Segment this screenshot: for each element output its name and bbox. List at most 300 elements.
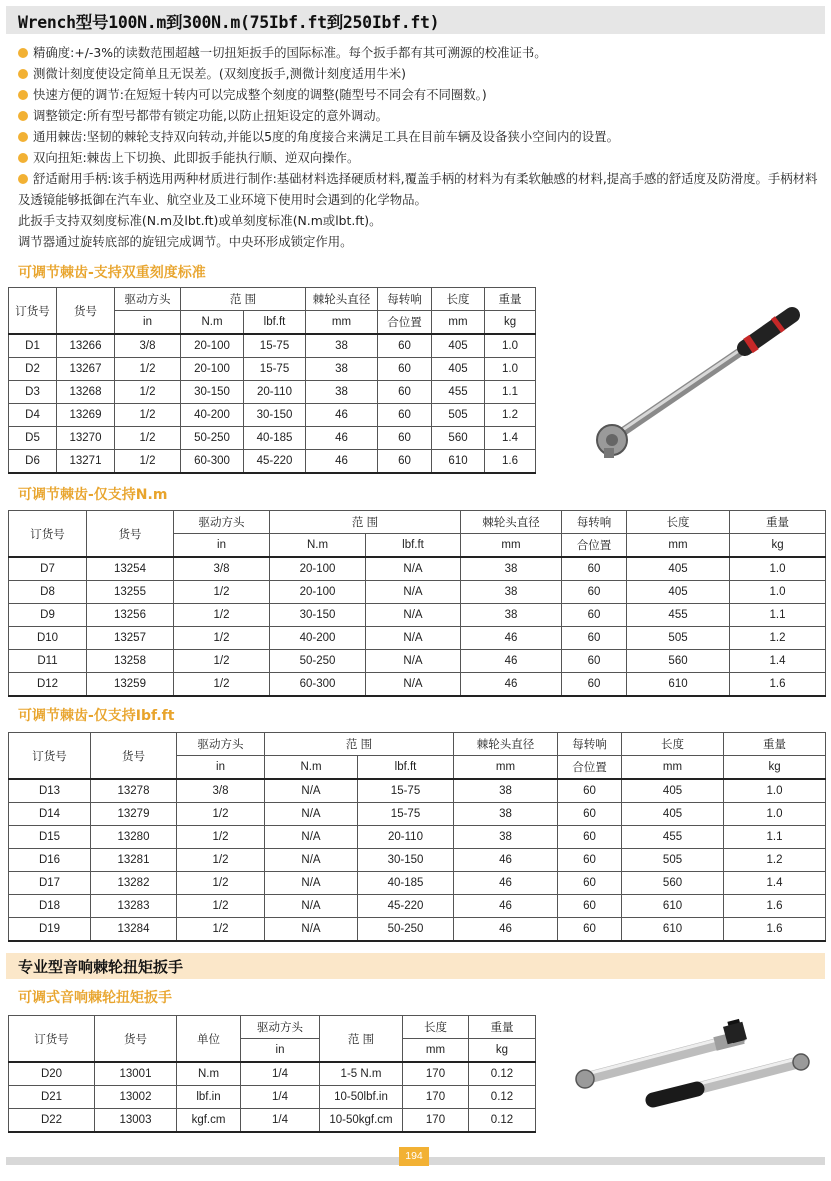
- table-cell: 1.6: [485, 450, 536, 474]
- bullet-dot-icon: [18, 174, 28, 184]
- table-cell: 15-75: [244, 334, 306, 358]
- table-cell: 1/2: [174, 650, 270, 673]
- table-cell: D8: [9, 581, 87, 604]
- table-row: [9, 627, 826, 650]
- table-cell: 45-220: [244, 450, 306, 474]
- table-cell: 1/2: [177, 895, 265, 918]
- sub-header-title: 专业型音响棘轮扭矩扳手: [18, 958, 184, 976]
- table-cell: D6: [9, 450, 57, 474]
- table-cell: 30-150: [270, 604, 366, 627]
- table-cell: 46: [306, 404, 378, 427]
- table-cell: 60-300: [181, 450, 244, 474]
- list-item: 双向扭矩:棘齿上下切换、此即扳手能执行顺、逆双向操作。: [18, 147, 818, 168]
- table-cell: 1.0: [730, 557, 826, 581]
- table-cell: D12: [9, 673, 87, 697]
- unit-cell: N.m: [270, 534, 366, 558]
- unit-cell: N.m: [181, 311, 244, 335]
- table-cell: 60: [558, 779, 622, 803]
- bullet-dot-icon: [18, 69, 28, 79]
- table-cell: 13284: [91, 918, 177, 942]
- table-cell: 13267: [57, 358, 115, 381]
- table-row: [9, 358, 536, 381]
- table-cell: N/A: [265, 872, 358, 895]
- table-cell: 3/8: [115, 334, 181, 358]
- table-cell: 405: [432, 358, 485, 381]
- header-range: 范 围: [270, 511, 461, 534]
- table-cell: 405: [622, 779, 724, 803]
- table-cell: 60: [558, 872, 622, 895]
- table-cell: 40-200: [270, 627, 366, 650]
- table-cell: D4: [9, 404, 57, 427]
- table-cell: 1/2: [115, 381, 181, 404]
- header-length: 长度: [403, 1016, 469, 1039]
- table-cell: 46: [454, 895, 558, 918]
- table-cell: lbf.in: [177, 1086, 241, 1109]
- table-cell: D14: [9, 803, 91, 826]
- table-cell: 20-100: [270, 557, 366, 581]
- table-cell: 46: [461, 650, 562, 673]
- table-row: [9, 872, 826, 895]
- header-head-diameter: 棘轮头直径: [454, 733, 558, 756]
- unit-cell: 合位置: [558, 756, 622, 780]
- header-drive: 驱动方头: [115, 288, 181, 311]
- section-title-nm-only: 可调节棘齿-仅支持N.m: [18, 487, 168, 503]
- table-cell: D7: [9, 557, 87, 581]
- table-cell: 13254: [87, 557, 174, 581]
- table-row: [9, 427, 536, 450]
- unit-cell: 合位置: [562, 534, 627, 558]
- table-cell: 610: [627, 673, 730, 697]
- unit-cell: kg: [730, 534, 826, 558]
- table-cell: 3/8: [174, 557, 270, 581]
- header-weight: 重量: [485, 288, 536, 311]
- unit-cell: lbf.ft: [366, 534, 461, 558]
- table-cell: 30-150: [358, 849, 454, 872]
- header-per-turn: 每转响: [562, 511, 627, 534]
- table-cell: 1/2: [115, 404, 181, 427]
- table-cell: 0.12: [469, 1109, 536, 1133]
- table-cell: 455: [432, 381, 485, 404]
- table-cell: 38: [306, 334, 378, 358]
- table-cell: 1/2: [174, 581, 270, 604]
- table-cell: 60: [562, 673, 627, 697]
- spec-table-dual: [8, 287, 536, 474]
- table-cell: 13002: [95, 1086, 177, 1109]
- table-cell: 560: [622, 872, 724, 895]
- unit-cell: mm: [627, 534, 730, 558]
- table-cell: D3: [9, 381, 57, 404]
- table-row: [9, 849, 826, 872]
- header-drive: 驱动方头: [174, 511, 270, 534]
- unit-cell: kg: [485, 311, 536, 335]
- table-cell: 13255: [87, 581, 174, 604]
- table-row: [9, 404, 536, 427]
- table-cell: 38: [306, 358, 378, 381]
- header-range: 范 围: [265, 733, 454, 756]
- table-cell: 1/2: [177, 849, 265, 872]
- table-cell: D17: [9, 872, 91, 895]
- table-row: [9, 334, 536, 358]
- table-cell: 60: [562, 604, 627, 627]
- header-order-no: 订货号: [9, 1016, 95, 1063]
- table-cell: 20-110: [244, 381, 306, 404]
- table-cell: 20-100: [270, 581, 366, 604]
- table-cell: 13269: [57, 404, 115, 427]
- table-cell: 1.2: [730, 627, 826, 650]
- unit-cell: mm: [403, 1039, 469, 1063]
- table-cell: 13257: [87, 627, 174, 650]
- header-item-no: 货号: [87, 511, 174, 558]
- unit-cell: in: [241, 1039, 320, 1063]
- table-cell: 15-75: [358, 779, 454, 803]
- table-cell: D16: [9, 849, 91, 872]
- table-cell: 40-185: [358, 872, 454, 895]
- table-cell: kgf.cm: [177, 1109, 241, 1133]
- unit-cell: mm: [432, 311, 485, 335]
- table-cell: D10: [9, 627, 87, 650]
- table-cell: 1.6: [724, 918, 826, 942]
- table-cell: 15-75: [244, 358, 306, 381]
- list-item: 通用棘齿:坚韧的棘轮支持双向转动,并能以5度的角度接合来满足工具在目前车辆及设备狭小空间内的设置。: [18, 126, 818, 147]
- table-cell: N/A: [366, 673, 461, 697]
- table-cell: D9: [9, 604, 87, 627]
- table-cell: 1/2: [174, 627, 270, 650]
- table-cell: 405: [432, 334, 485, 358]
- table-cell: 170: [403, 1062, 469, 1086]
- table-cell: 13271: [57, 450, 115, 474]
- table-cell: 1.1: [724, 826, 826, 849]
- table-cell: D21: [9, 1086, 95, 1109]
- table-cell: 13003: [95, 1109, 177, 1133]
- table-cell: 60: [378, 358, 432, 381]
- table-cell: 1.0: [730, 581, 826, 604]
- table-cell: 13279: [91, 803, 177, 826]
- table-cell: 610: [622, 918, 724, 942]
- table-cell: 60: [562, 627, 627, 650]
- unit-cell: in: [174, 534, 270, 558]
- table-cell: 13258: [87, 650, 174, 673]
- table-cell: 60: [558, 849, 622, 872]
- table-cell: N/A: [366, 557, 461, 581]
- table-cell: 610: [622, 895, 724, 918]
- header-length: 长度: [432, 288, 485, 311]
- table-cell: 455: [627, 604, 730, 627]
- table-cell: 1/4: [241, 1086, 320, 1109]
- unit-cell: mm: [622, 756, 724, 780]
- unit-cell: mm: [454, 756, 558, 780]
- header-drive: 驱动方头: [241, 1016, 320, 1039]
- list-item: 舒适耐用手柄:该手柄选用两种材质进行制作:基础材料选择硬质材料,覆盖手柄的材料为有柔软触感的材料,提高手感的舒适度及防滑度。手柄材料及透镜能够抵御在汽车业、航空业及工业环境下使用时会遇到的化学物品。: [18, 171, 818, 207]
- unit-cell: mm: [461, 534, 562, 558]
- unit-cell: kg: [724, 756, 826, 780]
- header-head-diameter: 棘轮头直径: [306, 288, 378, 311]
- table-cell: 3/8: [177, 779, 265, 803]
- table-cell: D13: [9, 779, 91, 803]
- spec-table-click: [8, 1015, 536, 1133]
- table-cell: 505: [432, 404, 485, 427]
- table-cell: 1/4: [241, 1062, 320, 1086]
- table-cell: 405: [622, 803, 724, 826]
- table-cell: 455: [622, 826, 724, 849]
- table-cell: D22: [9, 1109, 95, 1133]
- table-cell: 15-75: [358, 803, 454, 826]
- table-cell: D5: [9, 427, 57, 450]
- table-cell: 1.2: [485, 404, 536, 427]
- unit-cell: lbf.ft: [358, 756, 454, 780]
- table-cell: 60-300: [270, 673, 366, 697]
- table-cell: 13282: [91, 872, 177, 895]
- table-cell: 1.0: [724, 779, 826, 803]
- table-cell: 1/2: [177, 803, 265, 826]
- table-cell: D2: [9, 358, 57, 381]
- table-cell: 60: [378, 334, 432, 358]
- table-cell: 50-250: [358, 918, 454, 942]
- table-cell: 38: [454, 779, 558, 803]
- table-row: [9, 604, 826, 627]
- click-wrench-image: [565, 1010, 815, 1110]
- header-weight: 重量: [724, 733, 826, 756]
- table-cell: 20-110: [358, 826, 454, 849]
- table-cell: 46: [454, 872, 558, 895]
- table-cell: 38: [461, 557, 562, 581]
- bullet-dot-icon: [18, 90, 28, 100]
- table-cell: 50-250: [270, 650, 366, 673]
- table-cell: 60: [558, 918, 622, 942]
- table-cell: 0.12: [469, 1062, 536, 1086]
- unit-cell: in: [115, 311, 181, 335]
- table-cell: 505: [627, 627, 730, 650]
- table-cell: D11: [9, 650, 87, 673]
- spec-table-nm: [8, 510, 826, 697]
- header-item-no: 货号: [57, 288, 115, 335]
- table-cell: 1.0: [724, 803, 826, 826]
- table-cell: 20-100: [181, 358, 244, 381]
- table-cell: N/A: [265, 918, 358, 942]
- table-cell: 1/2: [115, 427, 181, 450]
- table-cell: 1.4: [730, 650, 826, 673]
- table-cell: D20: [9, 1062, 95, 1086]
- header-item-no: 货号: [91, 733, 177, 780]
- table-cell: 30-150: [244, 404, 306, 427]
- bullet-dot-icon: [18, 111, 28, 121]
- table-cell: 1/2: [177, 918, 265, 942]
- header-drive: 驱动方头: [177, 733, 265, 756]
- page-title: Wrench型号100N.m到300N.m(75Ibf.ft到250Ibf.ft): [18, 13, 440, 32]
- table-cell: 13259: [87, 673, 174, 697]
- table-cell: 38: [461, 581, 562, 604]
- section-title-dual-scale: 可调节棘齿-支持双重刻度标准: [18, 265, 206, 281]
- table-row: [9, 918, 826, 942]
- table-cell: 38: [454, 826, 558, 849]
- table-cell: 610: [432, 450, 485, 474]
- table-cell: 13280: [91, 826, 177, 849]
- table-cell: 1.0: [485, 358, 536, 381]
- list-item: 快速方便的调节:在短短十转内可以完成整个刻度的调整(随型号不同会有不同圈数。): [18, 84, 818, 105]
- table-row: [9, 803, 826, 826]
- table-cell: 0.12: [469, 1086, 536, 1109]
- header-weight: 重量: [469, 1016, 536, 1039]
- table-cell: D19: [9, 918, 91, 942]
- table-cell: 1.4: [724, 872, 826, 895]
- bullet-dot-icon: [18, 48, 28, 58]
- table-cell: 505: [622, 849, 724, 872]
- table-row: [9, 1109, 536, 1133]
- bullet-dot-icon: [18, 132, 28, 142]
- table-cell: 60: [562, 557, 627, 581]
- table-cell: 13266: [57, 334, 115, 358]
- table-row: [9, 650, 826, 673]
- table-cell: 560: [627, 650, 730, 673]
- table-cell: 60: [378, 404, 432, 427]
- header-item-no: 货号: [95, 1016, 177, 1063]
- list-item: 调整锁定:所有型号都带有锁定功能,以防止扭矩设定的意外调动。: [18, 105, 818, 126]
- table-cell: 13283: [91, 895, 177, 918]
- table-cell: N/A: [366, 650, 461, 673]
- header-unit: 单位: [177, 1016, 241, 1063]
- table-cell: 1.2: [724, 849, 826, 872]
- header-order-no: 订货号: [9, 511, 87, 558]
- title-bar: [6, 6, 825, 34]
- table-cell: 60: [378, 427, 432, 450]
- table-cell: 60: [378, 381, 432, 404]
- table-cell: 10-50lbf.in: [320, 1086, 403, 1109]
- table-cell: 13278: [91, 779, 177, 803]
- table-cell: 405: [627, 581, 730, 604]
- table-cell: N/A: [265, 849, 358, 872]
- table-cell: 60: [562, 581, 627, 604]
- table-cell: N/A: [265, 803, 358, 826]
- table-cell: 60: [378, 450, 432, 474]
- table-cell: 13270: [57, 427, 115, 450]
- unit-cell: mm: [306, 311, 378, 335]
- table-cell: 13001: [95, 1062, 177, 1086]
- table-cell: 46: [454, 849, 558, 872]
- list-item: 测微计刻度使设定简单且无误差。(双刻度扳手,测微计刻度适用牛米): [18, 63, 818, 84]
- unit-cell: 合位置: [378, 311, 432, 335]
- unit-cell: kg: [469, 1039, 536, 1063]
- table-cell: 60: [562, 650, 627, 673]
- table-cell: 1.1: [485, 381, 536, 404]
- table-cell: 1.0: [485, 334, 536, 358]
- table-row: [9, 381, 536, 404]
- table-cell: 46: [454, 918, 558, 942]
- table-cell: 38: [306, 381, 378, 404]
- table-row: [9, 1062, 536, 1086]
- table-row: [9, 1086, 536, 1109]
- table-cell: 170: [403, 1086, 469, 1109]
- table-cell: 46: [461, 627, 562, 650]
- header-length: 长度: [622, 733, 724, 756]
- table-cell: 60: [558, 826, 622, 849]
- table-row: [9, 581, 826, 604]
- note-line: 调节器通过旋转底部的旋钮完成调节。中央环形成锁定作用。: [18, 234, 353, 249]
- table-cell: 1/2: [115, 450, 181, 474]
- section-title-lbf-only: 可调节棘齿-仅支持Ibf.ft: [18, 708, 175, 724]
- table-cell: 560: [432, 427, 485, 450]
- table-cell: N/A: [265, 895, 358, 918]
- table-cell: N.m: [177, 1062, 241, 1086]
- table-cell: N/A: [265, 779, 358, 803]
- table-cell: 45-220: [358, 895, 454, 918]
- table-cell: D1: [9, 334, 57, 358]
- table-row: [9, 450, 536, 474]
- table-cell: 170: [403, 1109, 469, 1133]
- header-per-turn: 每转响: [378, 288, 432, 311]
- list-item: 精确度:+/-3%的读数范围超越一切扭矩扳手的国际标准。每个扳手都有其可溯源的校准证书。: [18, 42, 818, 63]
- unit-cell: lbf.ft: [244, 311, 306, 335]
- table-cell: D15: [9, 826, 91, 849]
- header-head-diameter: 棘轮头直径: [461, 511, 562, 534]
- page-number: 194: [399, 1147, 429, 1166]
- table-cell: 1-5 N.m: [320, 1062, 403, 1086]
- table-cell: 13256: [87, 604, 174, 627]
- table-cell: N/A: [265, 826, 358, 849]
- torque-wrench-image: [580, 290, 820, 470]
- table-cell: 1.6: [724, 895, 826, 918]
- table-cell: 1/2: [177, 826, 265, 849]
- table-cell: 20-100: [181, 334, 244, 358]
- unit-cell: in: [177, 756, 265, 780]
- table-cell: 40-185: [244, 427, 306, 450]
- feature-list: [18, 42, 818, 252]
- table-cell: D18: [9, 895, 91, 918]
- header-range: 范 围: [320, 1016, 403, 1063]
- table-row: [9, 826, 826, 849]
- table-cell: 405: [627, 557, 730, 581]
- table-cell: 40-200: [181, 404, 244, 427]
- header-range: 范 围: [181, 288, 306, 311]
- table-cell: 13268: [57, 381, 115, 404]
- table-cell: 38: [454, 803, 558, 826]
- header-order-no: 订货号: [9, 733, 91, 780]
- table-row: [9, 895, 826, 918]
- header-order-no: 订货号: [9, 288, 57, 335]
- header-weight: 重量: [730, 511, 826, 534]
- section-title-click-wrench: 可调式音响棘轮扭矩扳手: [18, 990, 172, 1006]
- table-cell: 1.6: [730, 673, 826, 697]
- unit-cell: N.m: [265, 756, 358, 780]
- table-cell: 1.4: [485, 427, 536, 450]
- table-cell: 60: [558, 895, 622, 918]
- table-row: [9, 779, 826, 803]
- header-per-turn: 每转响: [558, 733, 622, 756]
- note-line: 此扳手支持双刻度标准(N.m及lbt.ft)或单刻度标准(N.m或lbt.ft)。: [18, 213, 382, 228]
- table-row: [9, 557, 826, 581]
- table-cell: N/A: [366, 581, 461, 604]
- table-cell: 30-150: [181, 381, 244, 404]
- table-row: [9, 673, 826, 697]
- table-cell: N/A: [366, 627, 461, 650]
- table-cell: 1/2: [115, 358, 181, 381]
- table-cell: N/A: [366, 604, 461, 627]
- table-cell: 1/4: [241, 1109, 320, 1133]
- table-cell: 38: [461, 604, 562, 627]
- sub-header-bar: [6, 953, 825, 979]
- bullet-dot-icon: [18, 153, 28, 163]
- table-cell: 10-50kgf.cm: [320, 1109, 403, 1133]
- header-length: 长度: [627, 511, 730, 534]
- table-cell: 1/2: [174, 673, 270, 697]
- table-cell: 60: [558, 803, 622, 826]
- table-cell: 46: [306, 427, 378, 450]
- table-cell: 1.1: [730, 604, 826, 627]
- table-cell: 1/2: [177, 872, 265, 895]
- table-cell: 46: [461, 673, 562, 697]
- table-cell: 50-250: [181, 427, 244, 450]
- spec-table-lbf: [8, 732, 826, 942]
- table-cell: 46: [306, 450, 378, 474]
- table-cell: 1/2: [174, 604, 270, 627]
